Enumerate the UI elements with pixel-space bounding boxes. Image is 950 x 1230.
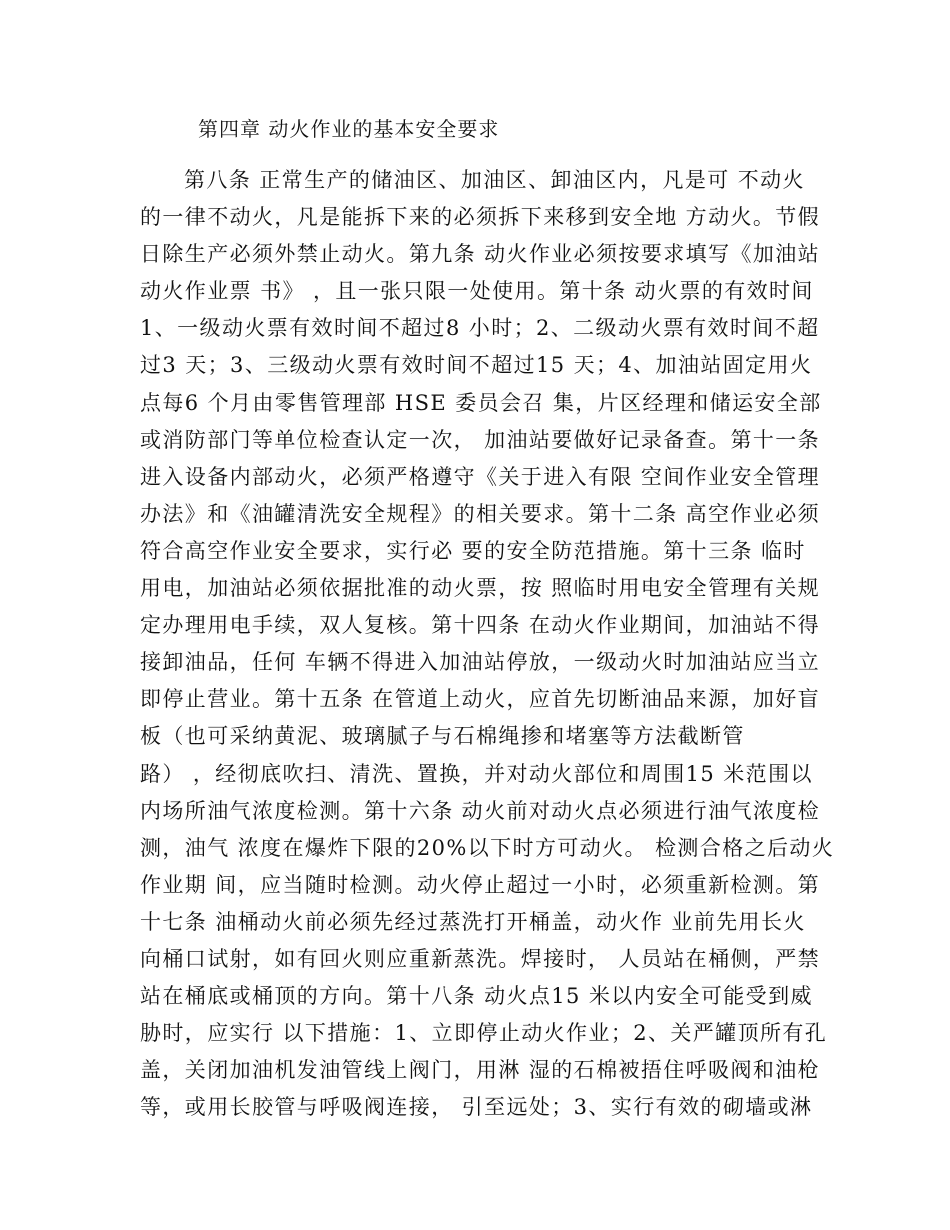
text-line: 的一律不动火，凡是能拆下来的必须拆下来移到安全地 方动火。节假 [140, 205, 821, 230]
text-line: 1、一级动火票有效时间不超过8 小时；2、二级动火票有效时间不超 [140, 316, 820, 341]
text-line: 第八条 正常生产的储油区、加油区、卸油区内，凡是可 不动火 [184, 168, 805, 192]
text-line: 等，或用长胶管与呼吸阀连接， 引至远处；3、实行有效的砌墙或淋 [140, 1095, 813, 1120]
text-line: 胁时，应实行 以下措施：1、立即停止动火作业；2、关严罐顶所有孔 [140, 1021, 828, 1046]
text-line: 作业期 间，应当随时检测。动火停止超过一小时，必须重新检测。第 [140, 872, 821, 897]
text-line: 路） ，经彻底吹扫、清洗、置换，并对动火部位和周围15 米范围以 [140, 761, 813, 786]
text-line: 进入设备内部动火，必须严格遵守《关于进入有限 空间作业安全管理 [140, 464, 821, 489]
text-line: 用电，加油站必须依据批准的动火票，按 照临时用电安全管理有关规 [140, 576, 821, 601]
text-line: 点每6 个月由零售管理部 HSE 委员会召 集，片区经理和储运安全部 [140, 390, 822, 415]
text-line: 测，油气 浓度在爆炸下限的20%以下时方可动火。 检测合格之后动火 [140, 835, 835, 860]
text-line: 站在桶底或桶顶的方向。第十八条 动火点15 米以内安全可能受到威 [140, 984, 813, 1009]
text-line: 十七条 油桶动火前必须先经过蒸洗打开桶盖，动火作 业前先用长火 [140, 909, 806, 934]
text-line: 向桶口试射，如有回火则应重新蒸洗。焊接时， 人员站在桶侧，严禁 [140, 946, 821, 971]
text-line: 板（也可采纳黄泥、玻璃腻子与石棉绳掺和堵塞等方法截断管 [140, 724, 745, 749]
text-line: 动火作业票 书》 ，且一张只限一处使用。第十条 动火票的有效时间 [140, 279, 814, 304]
text-line: 定办理用电手续，双人复核。第十四条 在动火作业期间，加油站不得 [140, 613, 821, 638]
text-line: 办法》和《油罐清洗安全规程》的相关要求。第十二条 高空作业必须 [140, 501, 821, 526]
text-line: 符合高空作业安全要求，实行必 要的安全防范措施。第十三条 临时 [140, 538, 806, 563]
text-line: 日除生产必须外禁止动火。第九条 动火作业必须按要求填写《加油站 [140, 242, 821, 267]
text-line: 即停止营业。第十五条 在管道上动火，应首先切断油品来源，加好盲 [140, 687, 821, 712]
text-line: 过3 天；3、三级动火票有效时间不超过15 天；4、加油站固定用火 [140, 353, 813, 378]
text-line: 盖，关闭加油机发油管线上阀门，用淋 湿的石棉被捂住呼吸阀和油枪 [140, 1058, 821, 1083]
article-body [140, 162, 835, 1126]
text-line: 接卸油品，任何 车辆不得进入加油站停放，一级动火时加油站应当立 [140, 650, 821, 675]
text-line: 内场所油气浓度检测。第十六条 动火前对动火点必须进行油气浓度检 [140, 798, 821, 823]
text-line: 或消防部门等单位检查认定一次， 加油站要做好记录备查。第十一条 [140, 427, 821, 452]
chapter-heading: 第四章 动火作业的基本安全要求 [198, 117, 500, 141]
